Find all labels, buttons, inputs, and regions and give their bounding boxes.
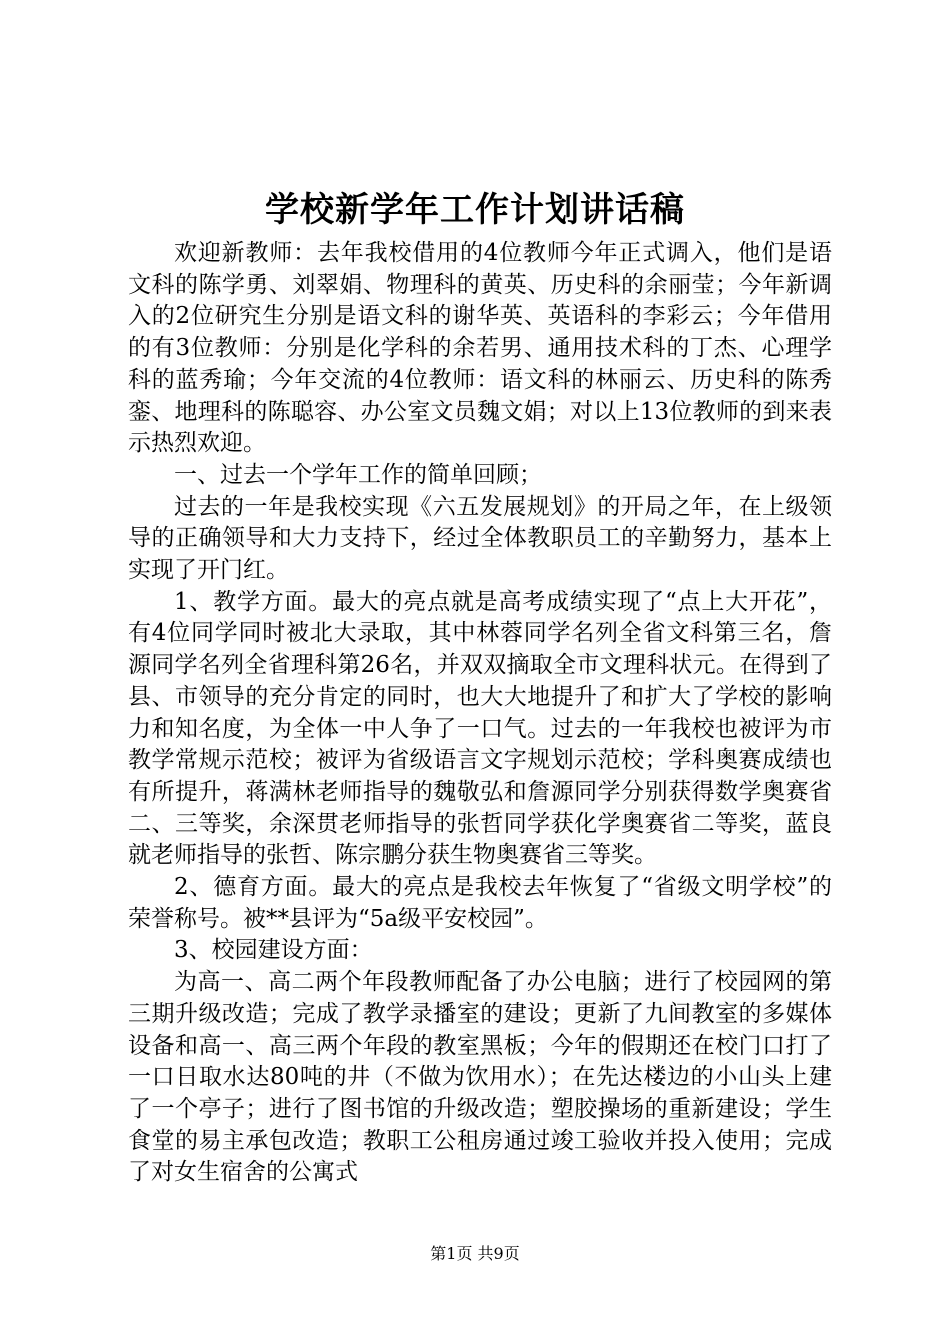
paragraph-teaching: 1、教学方面。最大的亮点就是高考成绩实现了“点上大开花”，有4位同学同时被北大录取，其中林蓉同学名列全省文科第三名，詹源同学名列全省理科第26名，并双双摘取全市文理科状元。在得到了县、市领导的充分肯定的同时，也大大地提升了和扩大了学校的影响力和知名度，为全体一中人争了一口气。过去的一年我校也被评为市教学常规示范校；被评为省级语言文字规划示范校；学科奥赛成绩也有所提升，蒋满林老师指导的魏敬弘和詹源同学分别获得数学奥赛省二、三等奖，余深贯老师指导的张哲同学获化学奥赛省二等奖，蓝良就老师指导的张哲、陈宗鹏分获生物奥赛省三等奖。 bbox=[128, 588, 832, 869]
page-footer: 第1页 共9页 bbox=[430, 1244, 520, 1263]
paragraph-campus-heading: 3、校园建设方面： bbox=[174, 937, 373, 964]
document-body bbox=[128, 238, 832, 1189]
paragraph-section-heading-review: 一、过去一个学年工作的简单回顾； bbox=[174, 461, 542, 488]
paragraph-campus-construction: 为高一、高二两个年段教师配备了办公电脑；进行了校园网的第三期升级改造；完成了教学录播室的建设；更新了九间教室的多媒体设备和高一、高三两个年段的教室黑板；今年的假期还在校门口打了一口日取水达80吨的井（不做为饮用水）；在先达楼边的小山头上建了一个亭子；进行了图书馆的升级改造；塑胶操场的重新建设；学生食堂的易主承包改造；教职工公租房通过竣工验收并投入使用；完成了对女生宿舍的公寓式 bbox=[128, 969, 832, 1186]
paragraph-review-intro: 过去的一年是我校实现《六五发展规划》的开局之年，在上级领导的正确领导和大力支持下，经过全体教职员工的辛勤努力，基本上实现了开门红。 bbox=[128, 493, 832, 584]
document-title: 学校新学年工作计划讲话稿 bbox=[265, 190, 685, 230]
paragraph-moral-education: 2、德育方面。最大的亮点是我校去年恢复了“省级文明学校”的荣誉称号。被**县评为“5a级平安校园”。 bbox=[128, 874, 832, 932]
paragraph-welcome: 欢迎新教师：去年我校借用的4位教师今年正式调入，他们是语文科的陈学勇、刘翠娟、物理科的黄英、历史科的余丽莹；今年新调入的2位研究生分别是语文科的谢华英、英语科的李彩云；今年借用的有3位教师：分别是化学科的余若男、通用技术科的丁杰、心理学科的蓝秀瑜；今年交流的4位教师：语文科的林丽云、历史科的陈秀銮、地理科的陈聪容、办公室文员魏文娟；对以上13位教师的到来表示热烈欢迎。 bbox=[128, 240, 832, 457]
